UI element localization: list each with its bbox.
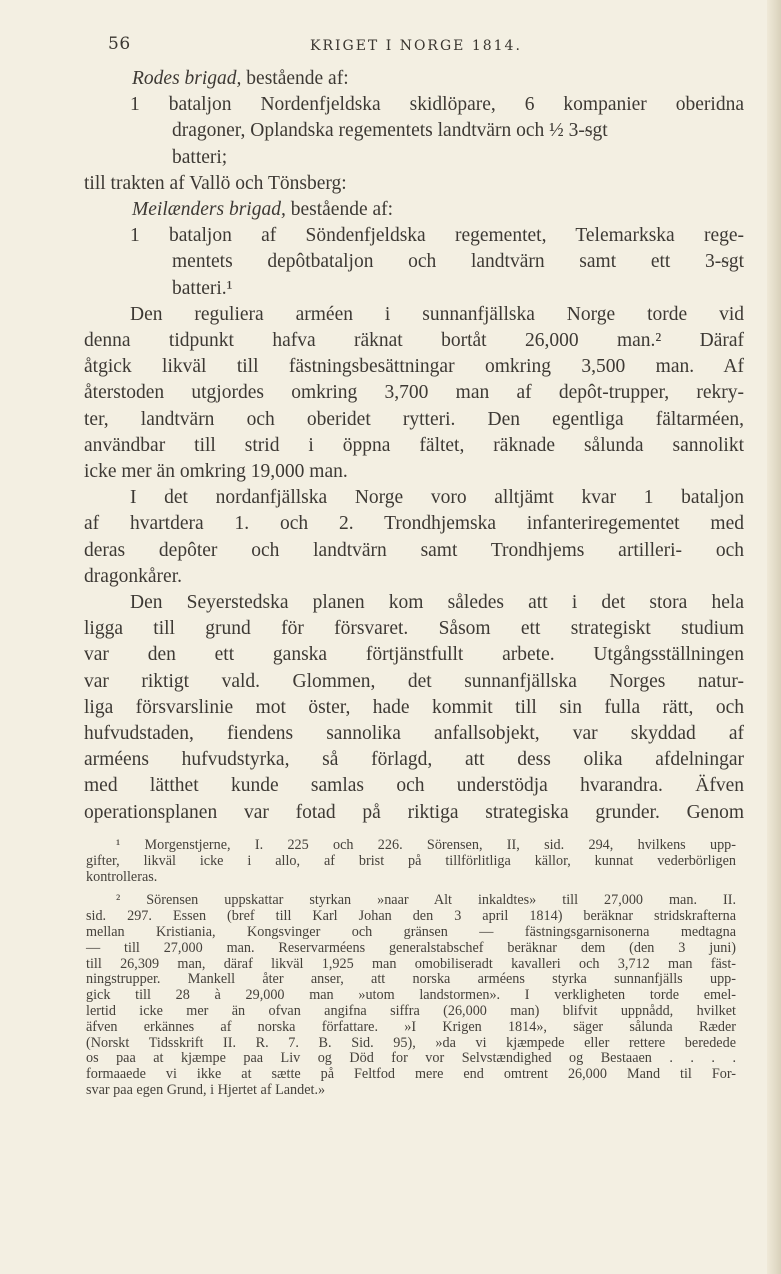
body-line bbox=[84, 380, 744, 406]
body-text-run: hufvudstaden, fiendens sannolika anfallsobjekt, var skyddad af bbox=[84, 723, 744, 745]
body-line bbox=[84, 485, 744, 511]
body-line bbox=[84, 66, 744, 92]
body-text-run: Den Seyerstedska planen kom således att i det stora hela bbox=[130, 592, 744, 614]
footnote-line: svar paa egen Grund, i Hjertet af Landet.» bbox=[86, 1081, 326, 1098]
body-line bbox=[84, 276, 744, 302]
body-line bbox=[84, 538, 744, 564]
footnote-line: ² Sörensen uppskattar styrkan »naar Alt inkaldtes» till 27,000 man. II. bbox=[116, 892, 736, 909]
footnote-line: gick till 28 à 29,000 man »utom landstormen». I verkligheten torde emel- bbox=[86, 987, 736, 1004]
body-line bbox=[84, 92, 744, 118]
body-line bbox=[84, 328, 744, 354]
body-line bbox=[84, 118, 744, 144]
body-line bbox=[84, 747, 744, 773]
body-text-run: dragoner, Oplandska regementets landtvärn och ½ 3-ᵴgt bbox=[172, 120, 608, 142]
body-text-run: operationsplanen var fotad på riktiga strategiska grunder. Genom bbox=[84, 801, 744, 823]
body-line bbox=[84, 197, 744, 223]
body-line bbox=[84, 459, 744, 485]
footnote bbox=[86, 838, 736, 885]
body-text-run: med lätthet kunde samlas och understödja hvarandra. Äfven bbox=[84, 775, 744, 797]
body-text-run: 1 bataljon af Söndenfjeldska regementet, Telemarkska rege- bbox=[130, 225, 744, 247]
footnote bbox=[86, 893, 736, 1098]
body-text-run: var riktigt vald. Glommen, det sunnanfjällska Norges natur- bbox=[84, 670, 744, 692]
body-line bbox=[84, 249, 744, 275]
body-line bbox=[84, 669, 744, 695]
body-text-run: icke mer än omkring 19,000 man. bbox=[84, 461, 348, 483]
body-text-run: 1 bataljon Nordenfjeldska skidlöpare, 6 kompanier oberidna bbox=[130, 94, 744, 116]
footnote-line: sid. 297. Essen (bref till Karl Johan den 3 april 1814) beräknar stridskrafterna bbox=[86, 908, 736, 925]
body-line bbox=[84, 171, 744, 197]
body-text-run: bestående af: bbox=[241, 68, 349, 89]
body-text-run: mentets depôtbataljon och landtvärn samt ett 3-ᵴgt bbox=[172, 251, 744, 273]
body-text-run: återstoden utgjordes omkring 3,700 man af depôt-trupper, rekry- bbox=[84, 382, 744, 404]
footnote-line: äfven erkännes af norska författare. »I Krigen 1814», säger sålunda Ræder bbox=[86, 1018, 736, 1035]
body-text bbox=[84, 66, 744, 826]
body-text-run: Den reguliera arméen i sunnanfjällska Norge torde vid bbox=[130, 303, 744, 325]
footnote-line: lertid icke mer än ofvan angifna siffra (26,000 man) blifvit uppnådd, hvilket bbox=[86, 1002, 736, 1019]
body-text-run: liga försvarslinie mot öster, hade kommit till sin fulla rätt, och bbox=[84, 696, 744, 718]
footnote-line: gifter, likväl icke i allo, af brist på tillförlitliga källor, kunnat vederbörligen bbox=[86, 852, 736, 869]
body-line bbox=[84, 145, 744, 171]
body-line bbox=[84, 354, 744, 380]
footnote-line: mellan Kristiania, Kongsvinger och gränsen — fästningsgarnisonerna medtagna bbox=[86, 923, 736, 940]
body-line bbox=[84, 302, 744, 328]
footnote-line: formaaede vi ikke at sætte på Feltfod mere end omtrent 26,000 Mand til For- bbox=[86, 1066, 736, 1083]
body-line bbox=[84, 642, 744, 668]
body-text-run: deras depôter och landtvärn samt Trondhjems artilleri- och bbox=[84, 539, 744, 561]
body-text-run: bestående af: bbox=[285, 199, 394, 221]
body-text-run: dragonkårer. bbox=[84, 565, 182, 587]
footnote-line: till 26,309 man, däraf likväl 1,925 man omobiliseradt kavalleri och 3,712 man fäst- bbox=[86, 955, 736, 972]
footnote-line: os paa at kjæmpe paa Liv og Död for vor Selvstændighed og Bestaaen . . . . bbox=[86, 1050, 736, 1067]
body-text-run: användbar till strid i öppna fältet, räknade sålunda sannolikt bbox=[84, 434, 744, 456]
body-text-run: batteri; bbox=[172, 146, 228, 168]
footnotes bbox=[86, 838, 736, 1107]
footnote-line: kontrolleras. bbox=[86, 868, 158, 885]
footnote-line: — till 27,000 man. Reservarméens generalstabschef beräknar dem (den 3 juni) bbox=[86, 939, 736, 956]
body-text-run: ligga till grund för försvaret. Såsom ett strategiskt studium bbox=[84, 618, 744, 640]
body-line bbox=[84, 564, 744, 590]
body-line bbox=[84, 433, 744, 459]
body-line bbox=[84, 407, 744, 433]
body-text-run: denna tidpunkt hafva räknat bortåt 26,000 man.² Däraf bbox=[84, 330, 744, 352]
body-text-run: batteri.¹ bbox=[172, 277, 233, 299]
body-text-run: var den ett ganska förtjänstfullt arbete. Utgångsställningen bbox=[84, 644, 744, 666]
body-text-run: ter, landtvärn och oberidet rytteri. Den egentliga fältarméen, bbox=[84, 408, 744, 430]
body-line bbox=[84, 223, 744, 249]
footnote-line: ningstrupper. Mankell åter anser, att norska arméens styrka sunnanfjälls upp- bbox=[86, 971, 736, 988]
page-number: 56 bbox=[108, 34, 131, 54]
body-line bbox=[84, 800, 744, 826]
body-text-run: arméens hufvudstyrka, så förlagd, att dess olika afdelningar bbox=[84, 749, 744, 771]
body-line bbox=[84, 695, 744, 721]
body-line bbox=[84, 773, 744, 799]
body-text-run: till trakten af Vallö och Tönsberg: bbox=[84, 172, 347, 194]
body-text-run: af hvartdera 1. och 2. Trondhjemska infanteriregementet med bbox=[84, 513, 744, 535]
brigade-name: Rodes brigad, bbox=[132, 68, 242, 89]
body-text-run: åtgick likväl till fästningsbesättningar omkring 3,500 man. Af bbox=[84, 356, 744, 378]
body-line bbox=[84, 511, 744, 537]
body-line bbox=[84, 616, 744, 642]
footnote-line: (Norskt Tidsskrift II. R. 7. B. Sid. 95), »da vi kjæmpede eller rettere beredede bbox=[86, 1034, 736, 1051]
footnote-line: ¹ Morgenstjerne, I. 225 och 226. Sörensen, II, sid. 294, hvilkens upp- bbox=[116, 837, 736, 853]
running-head: KRIGET I NORGE 1814. bbox=[310, 38, 522, 54]
body-text-run: I det nordanfjällska Norge voro alltjämt kvar 1 bataljon bbox=[130, 487, 744, 509]
body-line bbox=[84, 590, 744, 616]
page-header bbox=[108, 34, 748, 56]
page-edge bbox=[767, 0, 781, 1274]
brigade-name: Meilænders brigad, bbox=[132, 199, 286, 221]
body-line bbox=[84, 721, 744, 747]
